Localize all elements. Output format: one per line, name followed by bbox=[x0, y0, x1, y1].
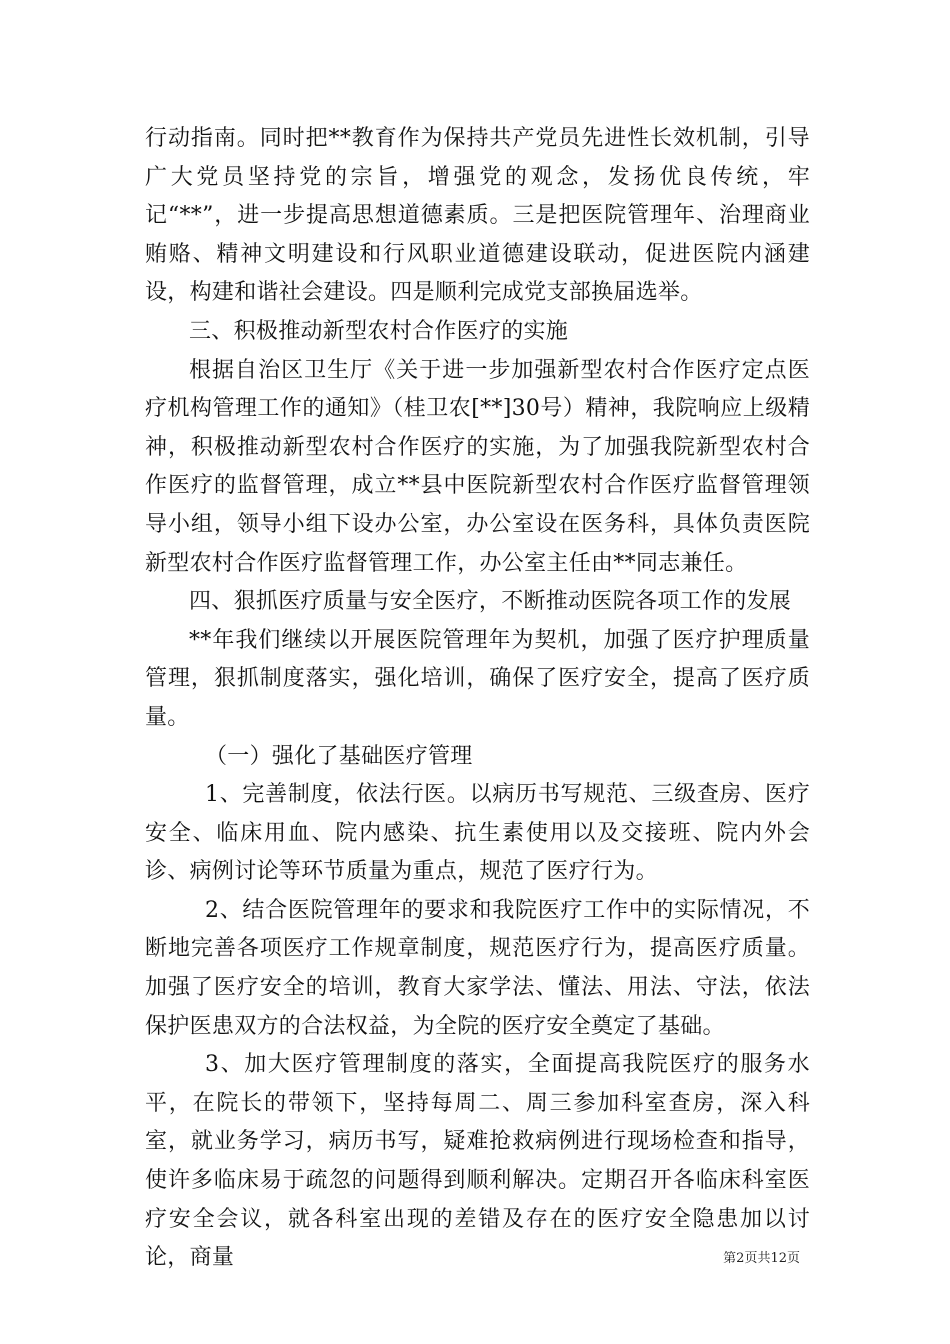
document-body bbox=[145, 120, 810, 1278]
paragraph-continuation: 行动指南。同时把**教育作为保持共产党员先进性长效机制，引导广大党员坚持党的宗旨，增强党的观念，发扬优良传统，牢记“**”，进一步提高思想道德素质。三是把医院管理年、治理商业贿赂、精神文明建设和行风职业道德建设联动，促进医院内涵建设，构建和谐社会建设。四是顺利完成党支部换届选举。 bbox=[145, 126, 810, 306]
list-item-2: 2、结合医院管理年的要求和我院医疗工作中的实际情况，不断地完善各项医疗工作规章制度，规范医疗行为，提高医疗质量。加强了医疗安全的培训，教育大家学法、懂法、用法、守法，依法保护医患双方的合法权益，为全院的医疗安全奠定了基础。 bbox=[145, 897, 810, 1039]
section-heading-three: 三、积极推动新型农村合作医疗的实施 bbox=[189, 318, 569, 344]
list-item-1: 1、完善制度，依法行医。以病历书写规范、三级查房、医疗安全、临床用血、院内感染、抗生素使用以及交接班、院内外会诊、病例讨论等环节质量为重点，规范了医疗行为。 bbox=[145, 782, 810, 885]
subsection-heading-one: （一）强化了基础医疗管理 bbox=[205, 743, 473, 769]
paragraph-quality-intro: **年我们继续以开展医院管理年为契机，加强了医疗护理质量管理，狠抓制度落实，强化培训，确保了医疗安全，提高了医疗质量。 bbox=[145, 627, 810, 730]
section-heading-four: 四、狠抓医疗质量与安全医疗，不断推动医院各项工作的发展 bbox=[189, 589, 792, 615]
page-number-footer: 第2页共12页 bbox=[723, 1251, 800, 1266]
list-item-3: 3、加大医疗管理制度的落实，全面提高我院医疗的服务水平，在院长的带领下，坚持每周二、周三参加科室查房，深入科室，就业务学习，病历书写，疑难抢救病例进行现场检查和指导，使许多临床易于疏忽的问题得到顺利解决。定期召开各临床科室医疗安全会议，就各科室出现的差错及存在的医疗安全隐患加以讨论，商量 bbox=[145, 1052, 810, 1271]
paragraph-cooperative-medical: 根据自治区卫生厅《关于进一步加强新型农村合作医疗定点医疗机构管理工作的通知》（桂卫农[**]30号）精神，我院响应上级精神，积极推动新型农村合作医疗的实施，为了加强我院新型农村合作医疗的监督管理，成立**县中医院新型农村合作医疗监督管理领导小组，领导小组下设办公室，办公室设在医务科，具体负责医院新型农村合作医疗监督管理工作，办公室主任由**同志兼任。 bbox=[145, 357, 810, 576]
